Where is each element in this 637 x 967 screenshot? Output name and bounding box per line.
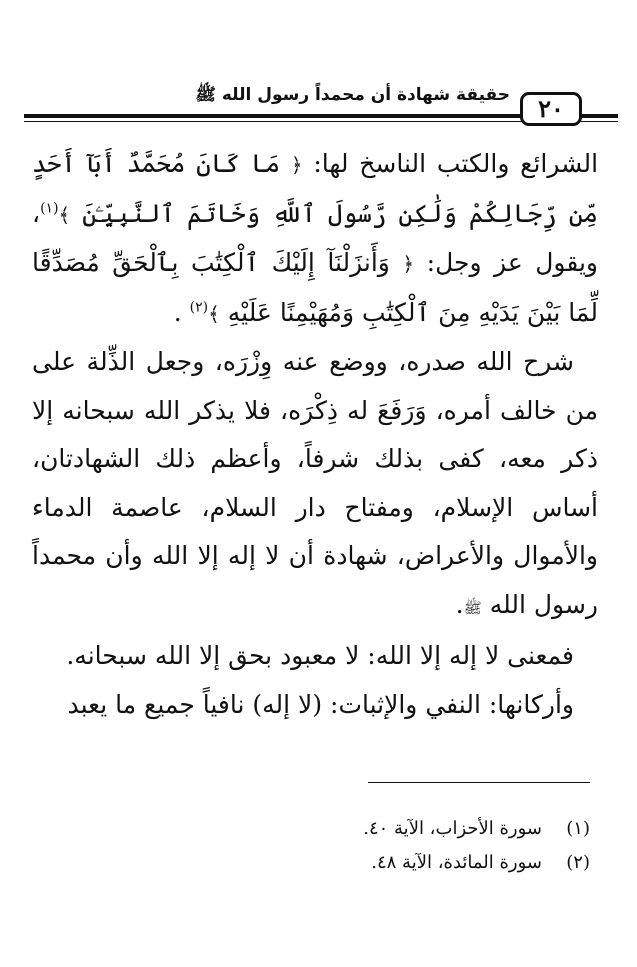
footnotes bbox=[180, 812, 590, 880]
quran-verse-2: وَأَنزَلْنَآ إِلَيْكَ ٱلْكِتَٰبَ بِٱلْحَقِّ مُصَدِّقًا لِّمَا بَيْنَ يَدَيْهِ مِنَ ٱلْكِتَٰبِ وَمُهَيْمِنًا عَلَيْهِ bbox=[32, 248, 598, 327]
footnote-2 bbox=[180, 846, 590, 880]
p1-sentence-1: الشرائع والكتب الناسخ لها: bbox=[313, 149, 599, 178]
p1-sentence-2: ، ويقول عز وجل: bbox=[32, 198, 599, 277]
quran-bracket-open: ﴿ bbox=[290, 153, 303, 177]
footnote-text: سورة الأحزاب، الآية ٤٠. bbox=[363, 818, 542, 839]
body-text bbox=[32, 140, 598, 729]
page-number-text: ٢٠ bbox=[538, 94, 564, 123]
running-header-title: حقيقة شهادة أن محمداً رسول الله ﷺ bbox=[195, 85, 510, 105]
footnote-separator bbox=[368, 782, 590, 783]
paragraph-4: وأركانها: النفي والإثبات: (لا إله) نافياً جميع ما يعبد bbox=[67, 689, 574, 719]
quran-bracket-open-2: ﴿ bbox=[402, 252, 415, 276]
p2-end: . bbox=[455, 589, 464, 619]
footnote-number: (١) bbox=[566, 818, 590, 839]
footnote-ref-1: (١) bbox=[40, 200, 59, 217]
page-number bbox=[520, 92, 582, 126]
footnote-1 bbox=[180, 812, 590, 846]
footnote-number: (٢) bbox=[566, 852, 590, 873]
quran-verse-1: مَا كَانَ مُحَمَّدٌ أَبَآ أَحَدٍ مِّن رِّجَالِكُمْ وَلَٰكِن رَّسُولَ ٱللَّهِ وَخَاتَمَ ٱلنَّبِيِّـۧنَ bbox=[32, 149, 598, 228]
footnote-ref-2: (٢) bbox=[189, 299, 209, 316]
footnote-text: سورة المائدة، الآية ٤٨. bbox=[371, 852, 542, 873]
paragraph-3: فمعنى لا إله إلا الله: لا معبود بحق إلا الله سبحانه. bbox=[66, 641, 574, 670]
p2-text: شرح الله صدره، ووضع عنه وِزْرَه، وجعل الذِّلة على من خالف أمره، وَرَفَعَ له ذِكْرَه، فلا يذكر الله سبحانه إلا ذكر معه، كفى بذلك شرفاً، وأعظم ذلك الشهادتان، أساس الإسلام، ومفتاح دار السلام، عاصمة الدماء والأموال والأعراض، شهادة أن لا إله إلا الله وأن محمداً رسول الله bbox=[32, 347, 598, 619]
paragraph-2 bbox=[32, 338, 598, 632]
quran-bracket-close: ﴾ bbox=[58, 202, 71, 227]
p1-end: . bbox=[173, 297, 182, 327]
paragraph-1 bbox=[32, 140, 598, 338]
quran-bracket-close-2: ﴾ bbox=[208, 301, 220, 326]
salawat-glyph: ﷺ bbox=[463, 598, 482, 617]
